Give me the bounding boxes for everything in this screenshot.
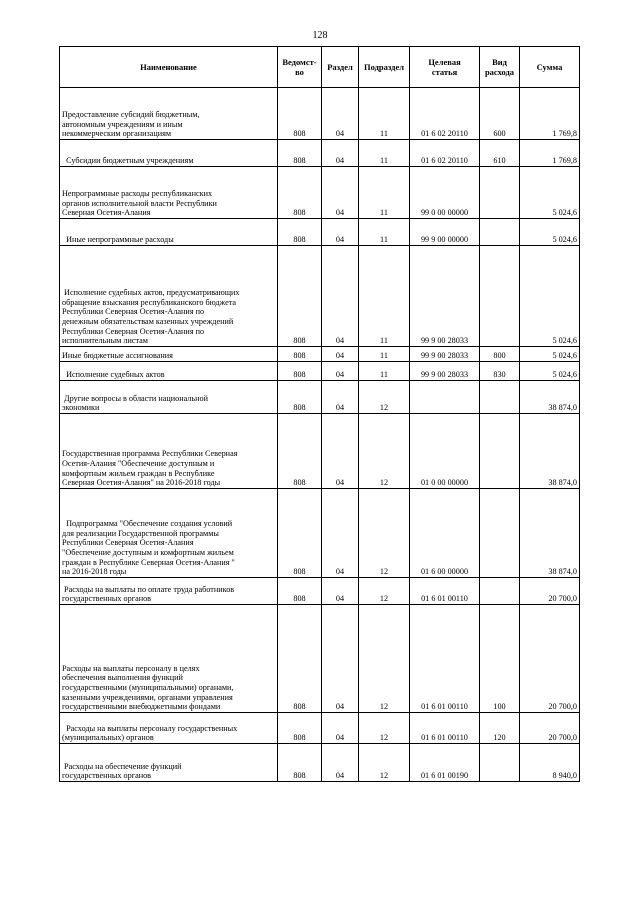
row-type-text: 830: [493, 370, 506, 380]
row-section: [322, 414, 359, 489]
row-target-text: 01 6 01 00190: [420, 771, 469, 781]
row-subsection-text: 12: [379, 403, 389, 413]
row-type-text: 100: [493, 702, 506, 712]
row-target: [410, 167, 480, 219]
row-name: [60, 219, 278, 246]
row-dept-text: 808: [293, 370, 306, 380]
row-section: [322, 713, 359, 744]
row-subsection: [359, 605, 410, 713]
row-type: [480, 362, 520, 381]
row-sum-text: 5 024,6: [552, 208, 577, 218]
row-name-text: Другие вопросы в области национальной экономики: [62, 393, 208, 413]
row-sum-text: 5 024,6: [552, 370, 577, 380]
row-subsection: [359, 489, 410, 578]
row-target: [410, 381, 480, 414]
row-dept: [278, 219, 322, 246]
row-section: [322, 578, 359, 605]
row-subsection-text: 11: [380, 208, 388, 218]
row-type: [480, 414, 520, 489]
row-target: [410, 140, 480, 167]
page-number: 128: [312, 30, 328, 41]
row-subsection: [359, 744, 410, 782]
row-subsection: [359, 381, 410, 414]
row-name-text: Подпрограмма "Обеспечение создания условий для реализации Государственной программы Республики Северная Осетия-Алания "Обеспечение доступным и комфортным жильем граждан в Республике Северная Осетия-Алания " на 2016-2018 годы: [62, 518, 235, 577]
row-sum: [520, 347, 580, 362]
row-target: [410, 347, 480, 362]
row-type-text: 800: [493, 351, 506, 361]
table-row: [60, 167, 580, 219]
row-section: [322, 605, 359, 713]
row-section: [322, 140, 359, 167]
row-subsection: [359, 219, 410, 246]
row-section-text: 04: [335, 351, 345, 361]
row-target: [410, 362, 480, 381]
row-sum-text: 38 874,0: [548, 403, 577, 413]
row-name-text: Расходы на выплаты по оплате труда работников государственных органов: [62, 584, 235, 604]
row-target: [410, 414, 480, 489]
row-name: [60, 381, 278, 414]
row-name: [60, 713, 278, 744]
row-type: [480, 347, 520, 362]
row-dept: [278, 362, 322, 381]
row-target: [410, 489, 480, 578]
table-row: [60, 414, 580, 489]
row-type: [480, 140, 520, 167]
row-name: [60, 167, 278, 219]
row-target: [410, 578, 480, 605]
row-name-text: Иные бюджетные ассигнования: [62, 351, 173, 361]
row-type: [480, 88, 520, 140]
row-section-text: 04: [335, 567, 345, 577]
table-row: [60, 713, 580, 744]
row-section: [322, 381, 359, 414]
row-dept: [278, 744, 322, 782]
row-target: [410, 605, 480, 713]
row-type-text: 600: [493, 129, 506, 139]
row-type: [480, 167, 520, 219]
header-section: Раздел: [322, 47, 359, 88]
row-sum-text: 5 024,6: [552, 336, 577, 346]
row-name-text: Непрограммные расходы республиканских органов исполнительной власти Республики Северная Осетия-Алания: [62, 188, 217, 218]
row-target: [410, 246, 480, 347]
row-dept: [278, 246, 322, 347]
row-target-text: 01 6 01 00110: [421, 733, 468, 743]
row-sum: [520, 362, 580, 381]
row-subsection: [359, 246, 410, 347]
table-row: [60, 489, 580, 578]
row-name-text: Предоставление субсидий бюджетным, автономным учреждениям и иным некоммерческим организациям: [62, 109, 200, 139]
row-subsection: [359, 347, 410, 362]
header-name: Наименование: [60, 47, 278, 88]
row-name-text: Расходы на выплаты персоналу государственных (муниципальных) органов: [62, 723, 238, 743]
row-subsection-text: 11: [380, 235, 388, 245]
row-name: [60, 88, 278, 140]
row-section-text: 04: [335, 594, 345, 604]
row-sum-text: 20 700,0: [548, 594, 577, 604]
row-name-text: Расходы на обеспечение функций государственных органов: [62, 761, 182, 781]
row-target-text: 01 6 02 20110: [421, 129, 468, 139]
row-dept-text: 808: [293, 336, 306, 346]
row-target: [410, 713, 480, 744]
row-type: [480, 246, 520, 347]
row-sum: [520, 605, 580, 713]
row-section-text: 04: [335, 208, 345, 218]
row-dept-text: 808: [293, 403, 306, 413]
row-type: [480, 489, 520, 578]
row-dept-text: 808: [293, 129, 306, 139]
row-dept-text: 808: [293, 771, 306, 781]
row-subsection-text: 11: [380, 370, 388, 380]
row-section-text: 04: [335, 129, 345, 139]
table-row: [60, 88, 580, 140]
row-section-text: 04: [335, 478, 345, 488]
row-type: [480, 713, 520, 744]
table-row: [60, 347, 580, 362]
row-dept-text: 808: [293, 702, 306, 712]
row-section-text: 04: [335, 771, 345, 781]
table-row: [60, 140, 580, 167]
row-name: [60, 414, 278, 489]
row-type: [480, 605, 520, 713]
row-type: [480, 381, 520, 414]
row-target: [410, 219, 480, 246]
row-target-text: 99 9 00 28033: [420, 351, 469, 361]
row-sum: [520, 578, 580, 605]
row-sum-text: 5 024,6: [552, 235, 577, 245]
row-subsection: [359, 713, 410, 744]
row-dept: [278, 88, 322, 140]
row-name-text: Государственная программа Республики Северная Осетия-Алания "Обеспечение доступным и комфортным жильем граждан в Республике Северная Осетия-Алания" на 2016-2018 годы: [62, 449, 238, 488]
row-type: [480, 744, 520, 782]
row-target-text: 99 9 00 28033: [420, 370, 469, 380]
header-type: Вид расхода: [480, 47, 520, 88]
row-dept: [278, 578, 322, 605]
row-name-text: Исполнение судебных актов: [62, 370, 165, 380]
row-dept: [278, 140, 322, 167]
row-sum: [520, 167, 580, 219]
row-section: [322, 88, 359, 140]
row-sum: [520, 246, 580, 347]
row-subsection: [359, 140, 410, 167]
row-subsection-text: 12: [379, 594, 389, 604]
row-target-text: 01 0 00 00000: [420, 478, 469, 488]
row-sum-text: 1 769,8: [552, 156, 577, 166]
row-target-text: 01 6 00 00000: [420, 567, 469, 577]
row-sum: [520, 381, 580, 414]
row-section-text: 04: [335, 733, 345, 743]
header-dept: Ведомст- во: [278, 47, 322, 88]
row-name: [60, 578, 278, 605]
header-target: Целевая статья: [410, 47, 480, 88]
row-dept-text: 808: [293, 478, 306, 488]
header-subsection: Подраздел: [359, 47, 410, 88]
row-dept-text: 808: [293, 733, 306, 743]
row-dept-text: 808: [293, 235, 306, 245]
row-sum-text: 20 700,0: [548, 733, 577, 743]
row-name: [60, 489, 278, 578]
row-target-text: 99 0 00 00000: [420, 208, 469, 218]
row-dept: [278, 489, 322, 578]
row-target-text: 99 9 00 00000: [420, 235, 469, 245]
row-section: [322, 246, 359, 347]
row-section: [322, 744, 359, 782]
row-dept: [278, 713, 322, 744]
row-subsection-text: 11: [380, 336, 388, 346]
row-sum: [520, 744, 580, 782]
table-row: [60, 381, 580, 414]
row-section-text: 04: [335, 403, 345, 413]
table-row: [60, 744, 580, 782]
row-target-text: 01 6 01 00110: [421, 702, 468, 712]
row-sum-text: 20 700,0: [548, 702, 577, 712]
row-section: [322, 219, 359, 246]
row-subsection-text: 12: [379, 702, 389, 712]
row-name: [60, 744, 278, 782]
row-section-text: 04: [335, 370, 345, 380]
row-dept-text: 808: [293, 208, 306, 218]
row-subsection-text: 11: [380, 351, 388, 361]
row-type-text: 610: [493, 156, 506, 166]
row-section: [322, 167, 359, 219]
row-name: [60, 605, 278, 713]
table-row: [60, 219, 580, 246]
row-dept: [278, 167, 322, 219]
row-subsection-text: 12: [379, 771, 389, 781]
row-target: [410, 88, 480, 140]
row-subsection: [359, 578, 410, 605]
row-target: [410, 744, 480, 782]
row-sum-text: 5 024,6: [552, 351, 577, 361]
row-type: [480, 219, 520, 246]
row-type-text: 120: [493, 733, 506, 743]
row-sum-text: 38 874,0: [548, 567, 577, 577]
row-section: [322, 362, 359, 381]
row-section-text: 04: [335, 336, 345, 346]
row-subsection: [359, 414, 410, 489]
row-name-text: Расходы на выплаты персоналу в целях обеспечения выполнения функций государственными (муниципальными) органами, казенными учреждениями, органами управления государственными внебюджетными фондами: [62, 663, 234, 712]
table-row: [60, 605, 580, 713]
row-sum-text: 8 940,0: [552, 771, 577, 781]
row-name: [60, 140, 278, 167]
row-section-text: 04: [335, 156, 345, 166]
row-sum: [520, 713, 580, 744]
row-section: [322, 347, 359, 362]
row-sum-text: 1 769,8: [552, 129, 577, 139]
row-sum-text: 38 874,0: [548, 478, 577, 488]
row-sum: [520, 489, 580, 578]
row-subsection-text: 12: [379, 567, 389, 577]
row-subsection: [359, 167, 410, 219]
row-dept-text: 808: [293, 567, 306, 577]
row-sum: [520, 219, 580, 246]
table-row: [60, 362, 580, 381]
row-name-text: Субсидии бюджетным учреждениям: [62, 156, 194, 166]
row-target-text: 99 9 00 28033: [420, 336, 469, 346]
row-dept: [278, 605, 322, 713]
header-sum: Сумма: [520, 47, 580, 88]
row-name: [60, 347, 278, 362]
row-section: [322, 489, 359, 578]
row-name-text: Иные непрограммные расходы: [62, 235, 174, 245]
row-dept-text: 808: [293, 351, 306, 361]
row-dept-text: 808: [293, 156, 306, 166]
table-row: [60, 578, 580, 605]
row-subsection-text: 11: [380, 156, 388, 166]
row-subsection-text: 12: [379, 478, 389, 488]
row-subsection-text: 12: [379, 733, 389, 743]
row-type: [480, 578, 520, 605]
row-dept: [278, 381, 322, 414]
table-header-row: [60, 47, 580, 88]
row-subsection: [359, 362, 410, 381]
row-sum: [520, 88, 580, 140]
row-name-text: Исполнение судебных актов, предусматривающих обращение взыскания республиканского бюджета Республики Северная Осетия-Алания по денежным обязательствам казенных учреждений Республики Северная Осетия-Алания по исполнительным листам: [62, 287, 240, 346]
budget-table: [59, 46, 580, 782]
row-section-text: 04: [335, 235, 345, 245]
row-sum: [520, 414, 580, 489]
row-subsection-text: 11: [380, 129, 388, 139]
row-section-text: 04: [335, 702, 345, 712]
row-subsection: [359, 88, 410, 140]
row-name: [60, 246, 278, 347]
row-sum: [520, 140, 580, 167]
row-target-text: 01 6 01 00110: [421, 594, 468, 604]
table-row: [60, 246, 580, 347]
row-name: [60, 362, 278, 381]
row-target-text: 01 6 02 20110: [421, 156, 468, 166]
row-dept: [278, 414, 322, 489]
row-dept: [278, 347, 322, 362]
row-dept-text: 808: [293, 594, 306, 604]
